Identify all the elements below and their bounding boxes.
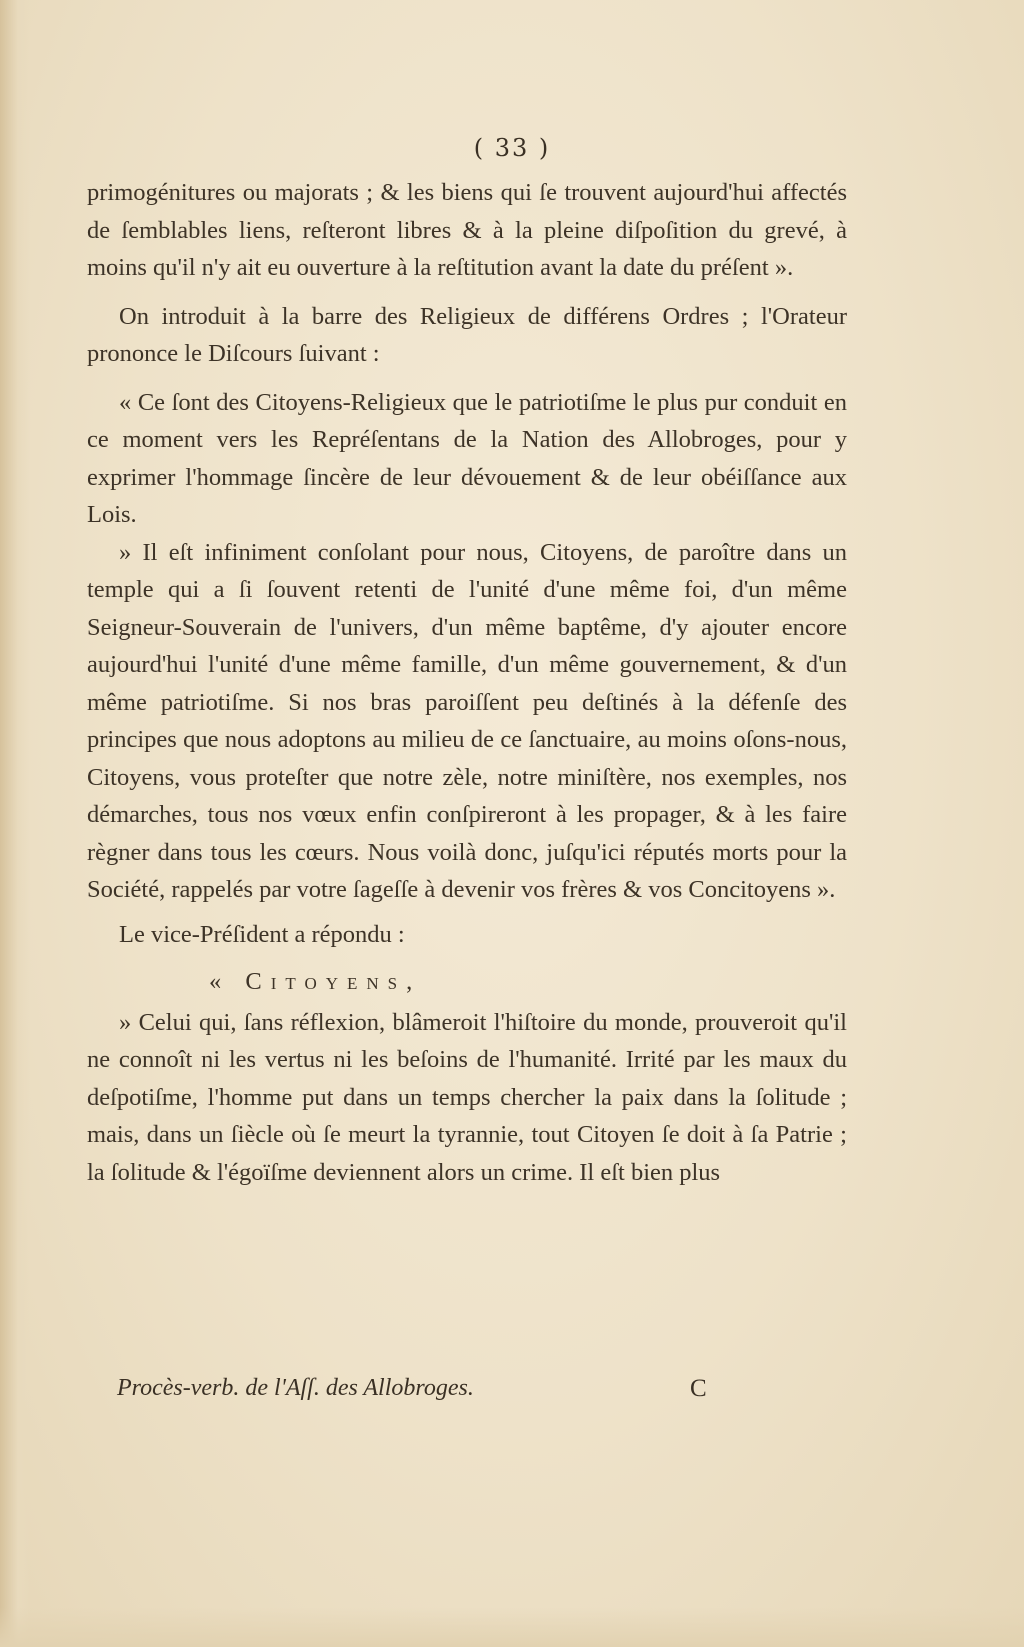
page-bottom-edge bbox=[0, 1607, 1024, 1647]
signature-mark: C bbox=[690, 1375, 707, 1402]
paragraph-continuation: primogénitures ou majorats ; & les biens qui ſe trouvent aujourd'hui affectés de ſemblables liens, reſteront libres & à la pleine diſpoſition du grevé, à moins qu'il n'y ait eu ouverture à la reſtitution avant la date du préſent ». bbox=[87, 179, 847, 281]
salutation-heading: « Citoyens, bbox=[209, 968, 422, 995]
paragraph-response-intro: Le vice-Préſident a répondu : bbox=[119, 920, 405, 948]
page-left-edge bbox=[0, 0, 30, 1647]
paragraph-speech-body: » Il eſt infiniment conſolant pour nous, Citoyens, de paroître dans un temple qui a ſi ſouvent retenti de l'unité d'une même foi, d'un même Seigneur-Souverain de l'univers, d'un même baptême, d'y ajouter encore aujourd'hui l'unité d'une même famille, d'un même gouvernement, & d'un même patriotiſme. Si nos bras paroiſſent peu deſtinés à la défenſe des principes que nous adoptons au milieu de ce ſanctuaire, au moins oſons-nous, Citoyens, vous proteſter que notre zèle, notre miniſtère, nos exemples, nos démarches, tous nos vœux enfin conſpireront à les propager, & à les faire règner dans tous les cœurs. Nous voilà donc, juſqu'ici réputés morts pour la Société, rappelés par votre ſageſſe à devenir vos frères & vos Concitoyens ». bbox=[87, 538, 847, 903]
paragraph-speech-opening: « Ce ſont des Citoyens-Religieux que le patriotiſme le plus pur conduit en ce moment vers les Repréſentans de la Nation des Allobroges, pour y exprimer l'hommage ſincère de leur dévouement & de leur obéiſſance aux Lois. bbox=[87, 388, 847, 528]
paragraph-response-body: » Celui qui, ſans réflexion, blâmeroit l'hiſtoire du monde, prouveroit qu'il ne connoît ni les vertus ni les beſoins de l'humanité. Irrité par les maux du deſpotiſme, l'homme put dans un temps chercher la paix dans la ſolitude ; mais, dans un ſiècle où ſe meurt la tyrannie, tout Citoyen ſe doit à ſa Patrie ; la ſolitude & l'égoïſme deviennent alors un crime. Il eſt bien plus bbox=[87, 1008, 847, 1186]
body-text bbox=[87, 174, 847, 1191]
page-number: ( 33 ) bbox=[473, 134, 551, 162]
footer-title: Procès-verb. de l'Aſſ. des Allobroges. bbox=[117, 1375, 474, 1401]
paragraph-introduction: On introduit à la barre des Religieux de différens Ordres ; l'Orateur prononce le Diſcours ſuivant : bbox=[87, 302, 847, 367]
